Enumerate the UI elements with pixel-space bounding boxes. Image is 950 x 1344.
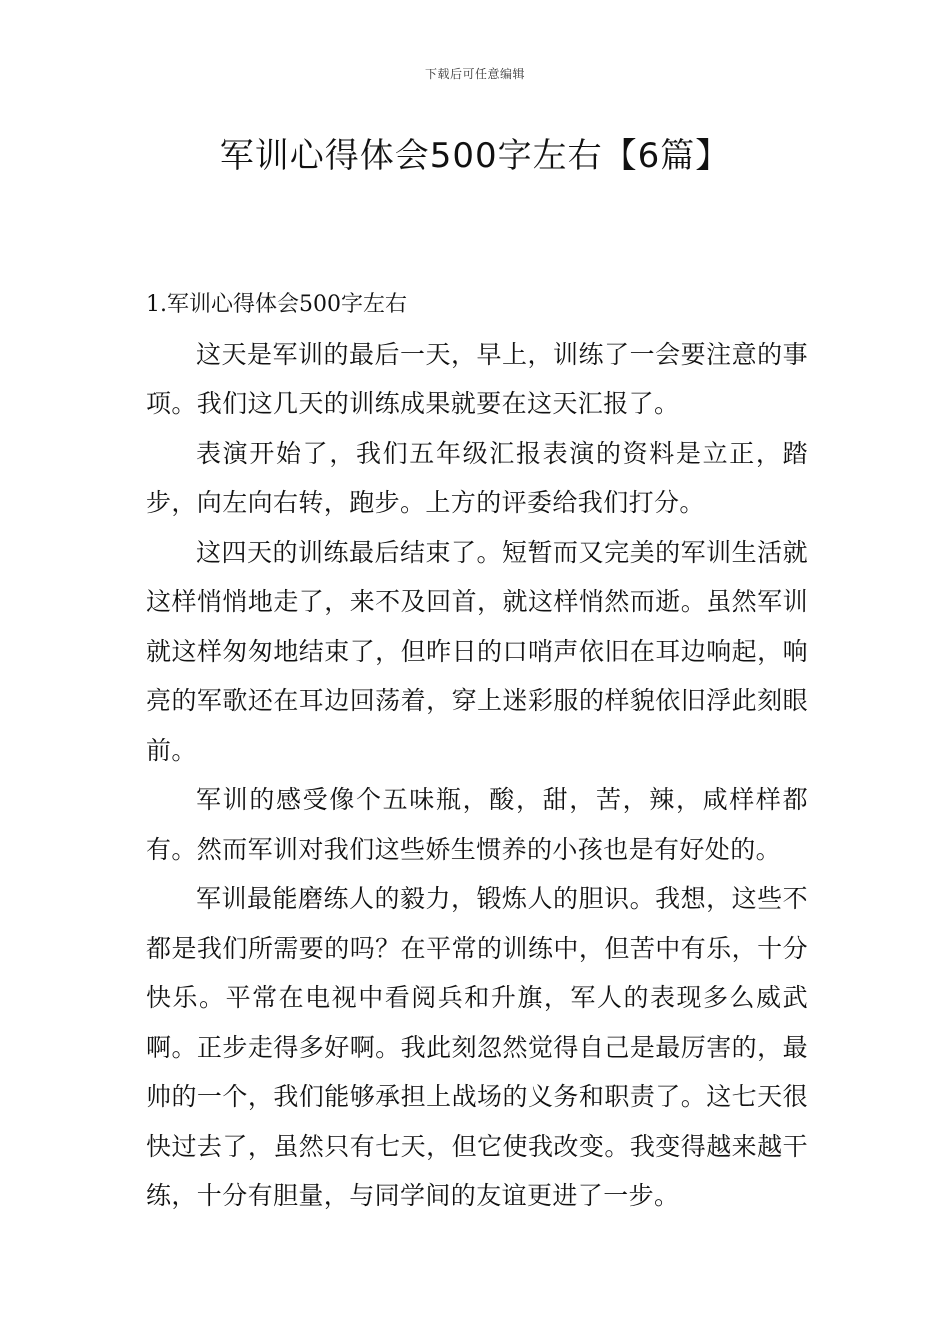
paragraph: 表演开始了，我们五年级汇报表演的资料是立正，踏步，向左向右转，跑步。上方的评委给我们打分。	[146, 438, 808, 517]
document-title: 军训心得体会500字左右【6篇】	[219, 136, 731, 176]
paragraph: 这四天的训练最后结束了。短暂而又完美的军训生活就这样悄悄地走了，来不及回首，就这样悄然而逝。虽然军训就这样匆匆地结束了，但昨日的口哨声依旧在耳边响起，响亮的军歌还在耳边回荡着，穿上迷彩服的样貌依旧浮此刻眼前。	[146, 537, 808, 765]
paragraph: 这天是军训的最后一天，早上，训练了一会要注意的事项。我们这几天的训练成果就要在这天汇报了。	[146, 339, 808, 418]
paragraph: 军训最能磨练人的毅力，锻炼人的胆识。我想，这些不都是我们所需要的吗？在平常的训练中，但苦中有乐，十分快乐。平常在电视中看阅兵和升旗，军人的表现多么威武啊。正步走得多好啊。我此刻忽然觉得自己是最厉害的，最帅的一个，我们能够承担上战场的义务和职责了。这七天很快过去了，虽然只有七天，但它使我改变。我变得越来越干练，十分有胆量，与同学间的友谊更进了一步。	[146, 884, 808, 1210]
document-body	[146, 280, 808, 1221]
header-note: 下载后可任意编辑	[424, 67, 525, 81]
paragraph: 军训的感受像个五味瓶，酸，甜，苦，辣，咸样样都有。然而军训对我们这些娇生惯养的小孩也是有好处的。	[146, 785, 808, 864]
section-heading: 1.军训心得体会500字左右	[146, 292, 407, 317]
